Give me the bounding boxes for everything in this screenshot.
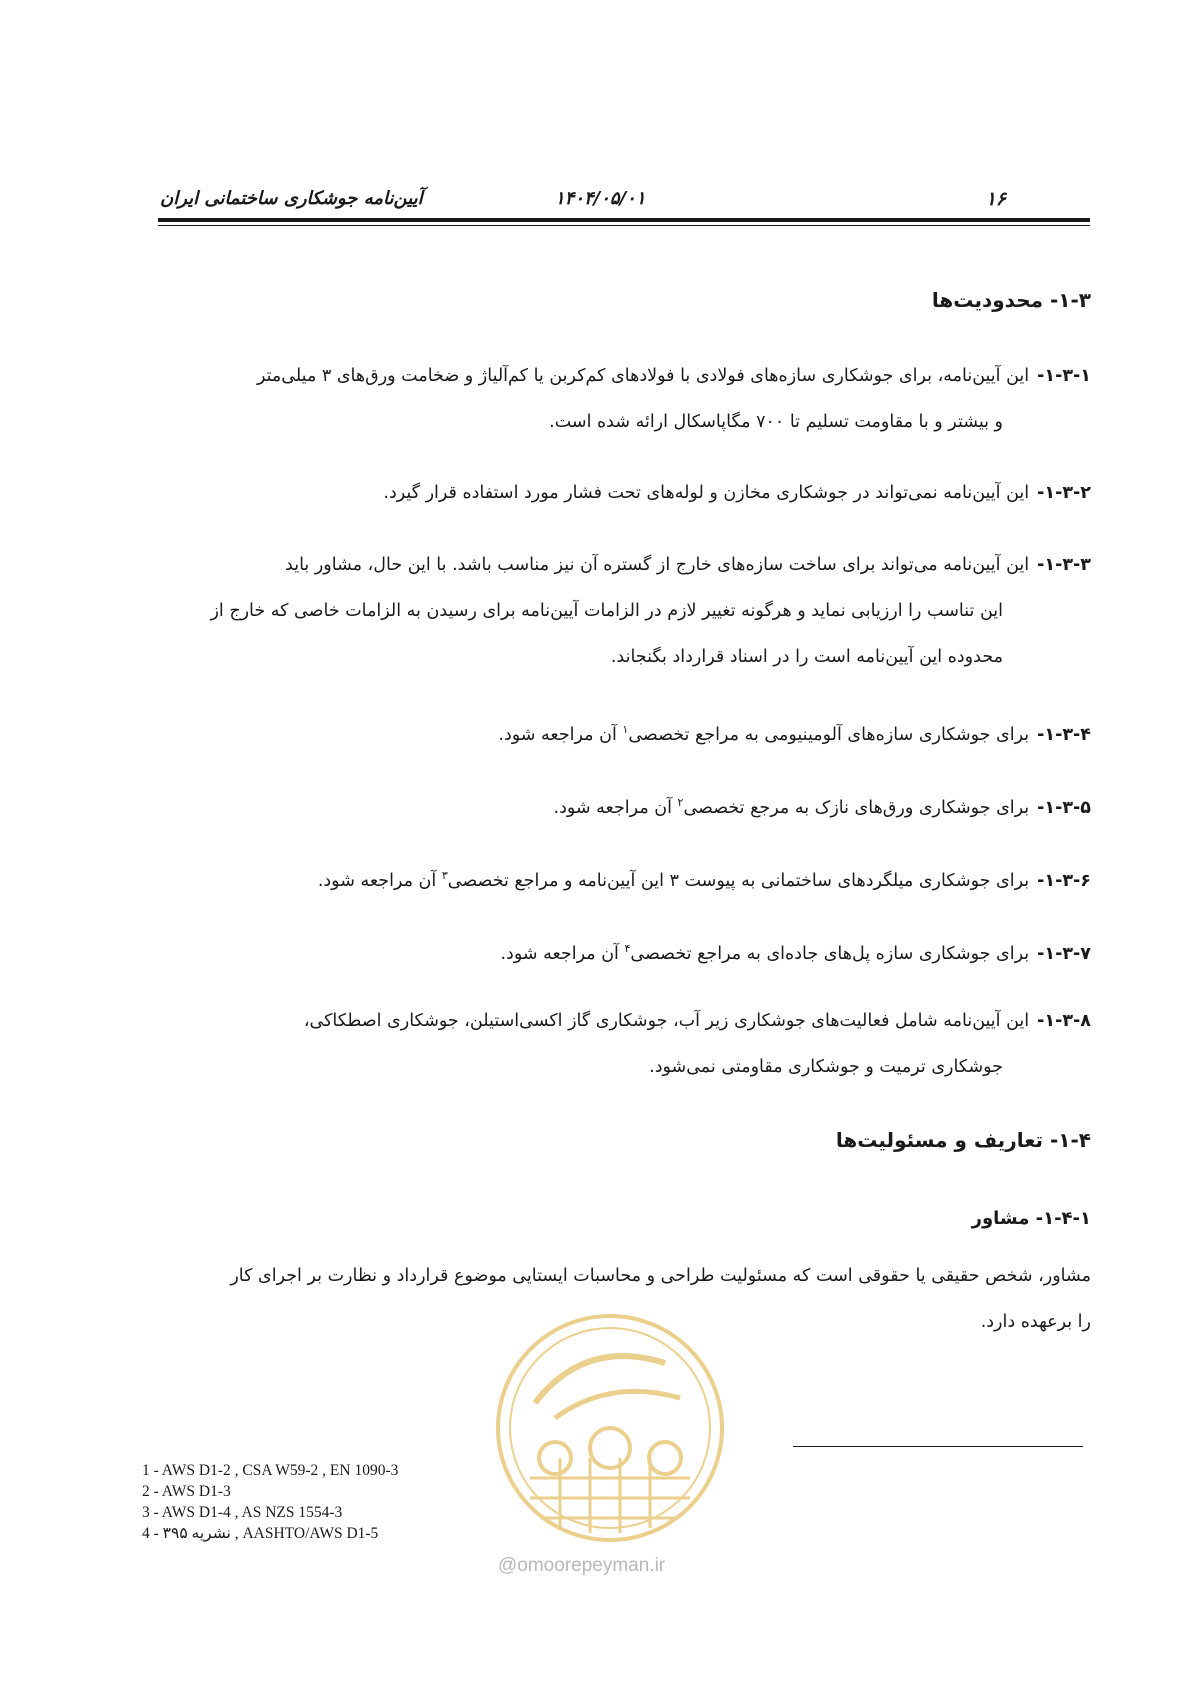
paragraph-1-3-6 [146,853,1091,904]
header-date: ۱۴۰۴/۰۵/۰۱ [555,188,646,209]
paragraph-text-tail: آن مراجعه شود. [553,797,678,818]
footnote-item: 2 - AWS D1-3 [142,1483,231,1500]
paragraph-text-continued: محدوده این آیین‌نامه است را در اسناد قرارداد بگنجاند. [610,647,1003,667]
footnote-marker[interactable]: ۳ [441,869,448,882]
footnote-separator [793,1446,1083,1447]
paragraph-number: ۱-۳-۶- [1037,870,1091,891]
paragraph-text: این آیین‌نامه می‌تواند برای ساخت سازه‌های خارج از گستره آن نیز مناسب باشد. با این حال، مشاور باید [285,555,1030,575]
paragraph-1-3-2 [146,470,1091,516]
paragraph-1-3-7 [146,926,1091,977]
paragraph-text: برای جوشکاری سازه‌های آلومینیومی به مراجع تخصصی [628,724,1030,745]
paragraph-text: برای جوشکاری سازه پل‌های جاده‌ای به مراجع تخصصی [630,943,1030,964]
paragraph-text-continued: این تناسب را ارزیابی نماید و هرگونه تغییر لازم در الزامات آیین‌نامه برای رسیدن به الزامات خاصی که خارج از [210,601,1003,621]
paragraph-text-tail: آن مراجعه شود. [317,870,442,891]
footnotes-block [142,1460,398,1544]
footnote-marker[interactable]: ۲ [677,796,684,809]
header-rule-thick [158,218,1090,222]
paragraph-text-continued: و بیشتر و با مقاومت تسلیم تا ۷۰۰ مگاپاسکال ارائه شده است. [549,412,1003,432]
paragraph-text: برای جوشکاری ورق‌های نازک به مرجع تخصصی [683,797,1030,818]
footnote-marker[interactable]: ۴ [624,942,631,955]
paragraph-text: این آیین‌نامه نمی‌تواند در جوشکاری مخازن و لوله‌های تحت فشار مورد استفاده قرار گیرد. [383,483,1030,503]
paragraph-1-3-1 [146,353,1091,445]
paragraph-text: مشاور، شخص حقیقی یا حقوقی است که مسئولیت طراحی و محاسبات ایستایی موضوع قرارداد و نظارت بر اجرای کار [230,1266,1091,1286]
header-rule-thin [158,225,1090,226]
footnote-marker[interactable]: ۱ [622,723,629,736]
paragraph-number: ۱-۳-۵- [1037,797,1091,818]
footnote-item: 4 - نشریه ۳۹۵ , AASHTO/AWS D1-5 [142,1525,379,1542]
paragraph-1-3-4 [146,707,1091,758]
paragraph-text-continued: را برعهده دارد. [980,1312,1091,1332]
paragraph-text-continued: جوشکاری ترمیت و جوشکاری مقاومتی نمی‌شود. [649,1057,1003,1077]
paragraph-1-3-5 [146,780,1091,831]
paragraph-number: ۱-۳-۲- [1037,483,1091,503]
paragraph-number: ۱-۳-۳- [1037,555,1091,575]
watermark-stamp-logo [490,1308,730,1548]
footnote-item: 3 - AWS D1-4 , AS NZS 1554-3 [142,1504,343,1521]
section-heading-limitations: ۱-۳- محدودیت‌ها [931,288,1091,312]
header-document-title: آیین‌نامه جوشکاری ساختمانی ایران [160,188,423,209]
section-heading-definitions: ۱-۴- تعاریف و مسئولیت‌ها [835,1128,1091,1152]
paragraph-1-3-8 [146,998,1091,1090]
paragraph-number: ۱-۳-۴- [1037,724,1091,745]
paragraph-number: ۱-۳-۱- [1037,366,1091,386]
paragraph-text-tail: آن مراجعه شود. [500,943,625,964]
paragraph-1-3-3 [146,542,1091,680]
watermark-caption: @omoorepeyman.ir [498,1555,666,1576]
paragraph-number: ۱-۳-۸- [1037,1011,1091,1031]
paragraph-text-tail: آن مراجعه شود. [498,724,623,745]
page-number: ۱۶ [985,188,1006,210]
footnote-item: 1 - AWS D1-2 , CSA W59-2 , EN 1090-3 [142,1462,399,1479]
subheading-consultant: ۱-۴-۱- مشاور [971,1208,1091,1229]
paragraph-number: ۱-۳-۷- [1037,943,1091,964]
paragraph-text: این آیین‌نامه شامل فعالیت‌های جوشکاری زیر آب، جوشکاری گاز اکسی‌استیلن، جوشکاری اصطکاکی، [303,1011,1030,1031]
paragraph-text: این آیین‌نامه، برای جوشکاری سازه‌های فولادی با فولادهای کم‌کربن یا کم‌آلیاژ و ضخامت ورق‌های ۳ میلی‌متر [256,366,1030,386]
paragraph-text: برای جوشکاری میلگردهای ساختمانی به پیوست ۳ این آیین‌نامه و مراجع تخصصی [447,870,1030,891]
